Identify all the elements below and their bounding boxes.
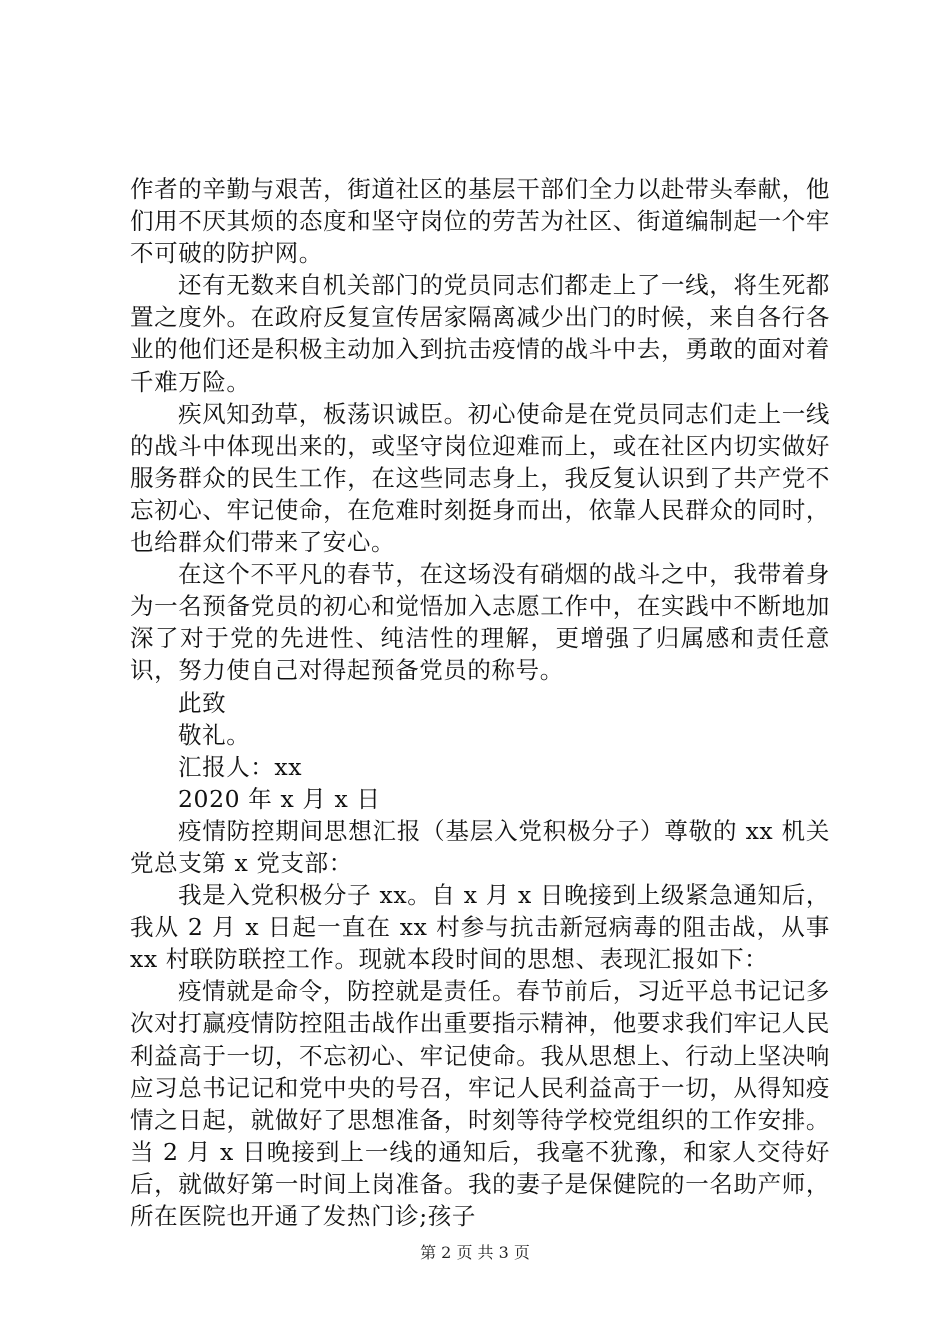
paragraph-3: 疾风知劲草，板荡识诚臣。初心使命是在党员同志们走上一线的战斗中体现出来的，或坚守岗位迎难而上，或在社区内切实做好服务群众的民生工作，在这些同志身上，我反复认识到了共产党不忘初心、牢记使命，在危难时刻挺身而出，依靠人民群众的同时，也给群众们带来了安心。 [130,399,830,557]
closing-salutation: 此致 [178,688,227,717]
page-footer: 第 2 页 共 3 页 [420,1243,530,1262]
document-body [130,173,830,1232]
paragraph-1: 作者的辛勤与艰苦，街道社区的基层干部们全力以赴带头奉献，他们用不厌其烦的态度和坚守岗位的劳苦为社区、街道编制起一个牢不可破的防护网。 [130,175,830,268]
paragraph-intro: 我是入党积极分子 xx。自 x 月 x 日晚接到上级紧急通知后，我从 2 月 x 日起一直在 xx 村参与抗击新冠病毒的阻击战，从事 xx 村联防联控工作。现就本段时间的思想、表现汇报如下： [130,881,830,974]
paragraph-4: 在这个不平凡的春节，在这场没有硝烟的战斗之中，我带着身为一名预备党员的初心和觉悟加入志愿工作中，在实践中不断地加深了对于党的先进性、纯洁性的理解，更增强了归属感和责任意识，努力使自己对得起预备党员的称号。 [130,560,830,685]
reporter-line: 汇报人：xx [178,752,303,781]
second-report-heading: 疫情防控期间思想汇报（基层入党积极分子）尊敬的 xx 机关党总支第 x 党支部： [130,816,830,877]
date-line: 2020 年 x 月 x 日 [178,784,381,813]
paragraph-2: 还有无数来自机关部门的党员同志们都走上了一线，将生死都置之度外。在政府反复宣传居家隔离减少出门的时候，来自各行各业的他们还是积极主动加入到抗击疫情的战斗中去，勇敢的面对着千难万险。 [130,271,830,396]
paragraph-body: 疫情就是命令，防控就是责任。春节前后，习近平总书记记多次对打赢疫情防控阻击战作出重要指示精神，他要求我们牢记人民利益高于一切，不忘初心、牢记使命。我从思想上、行动上坚决响应习总书记记和党中央的号召，牢记人民利益高于一切，从得知疫情之日起，就做好了思想准备，时刻等待学校党组织的工作安排。当 2 月 x 日晚接到上一线的通知后，我毫不犹豫，和家人交待好后，就做好第一时间上岗准备。我的妻子是保健院的一名助产师，所在医院也开通了发热门诊;孩子 [130,977,830,1230]
closing-regards: 敬礼。 [178,720,251,749]
